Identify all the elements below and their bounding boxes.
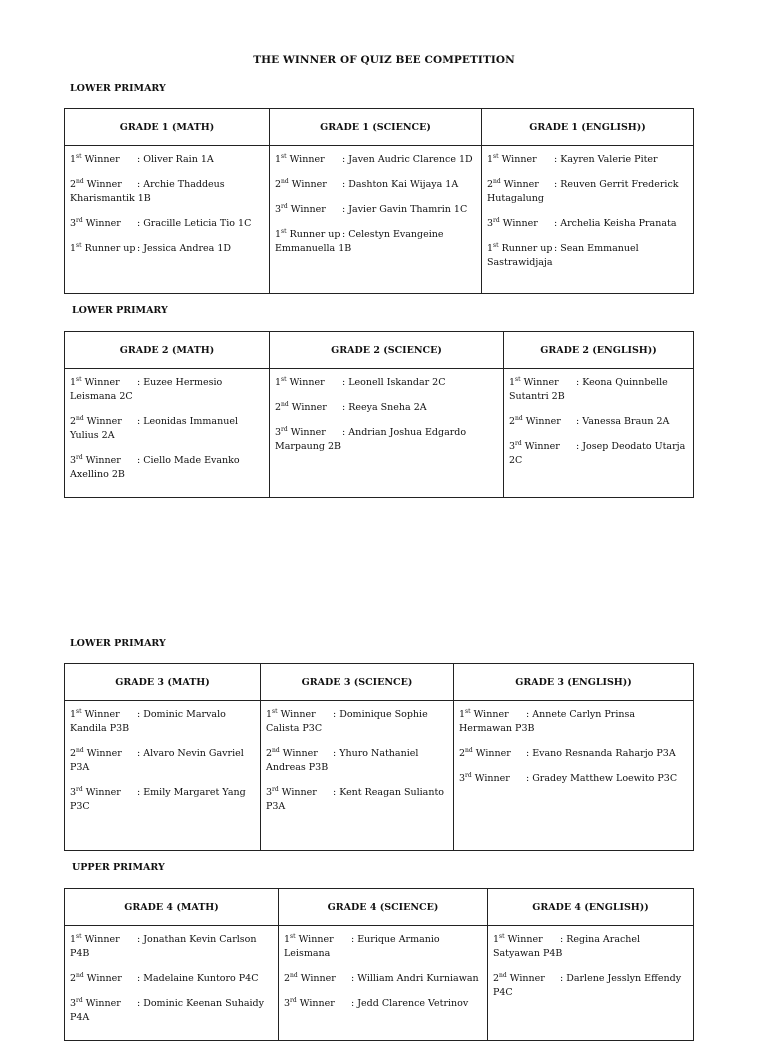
winner-place (459, 747, 526, 761)
place-number: 2 (275, 179, 282, 190)
winner-entry (70, 454, 265, 482)
winner-name: : Annete Carlyn Prinsa Hermawan P3B (459, 709, 636, 734)
place-rank: Winner (475, 748, 511, 759)
winners-cell (488, 926, 694, 1041)
place-rank: Winner (291, 402, 327, 413)
place-rank: Winner (84, 709, 120, 720)
winner-name: : Jonathan Kevin Carlson P4B (70, 934, 257, 959)
winner-place (487, 217, 554, 231)
winner-name: : Celestyn Evangeine Emmanuella 1B (275, 229, 444, 254)
place-suffix: st (272, 707, 278, 715)
place-rank: Winner (290, 427, 326, 438)
place-number: 1 (509, 377, 516, 388)
winner-place (275, 228, 342, 242)
place-number: 1 (275, 229, 282, 240)
place-number: 1 (70, 709, 77, 720)
place-number: 3 (275, 204, 282, 215)
place-number: 2 (284, 973, 291, 984)
winner-entry (275, 203, 477, 217)
place-number: 2 (70, 973, 77, 984)
place-rank: Winner (502, 218, 538, 229)
winner-name: : Evano Resnanda Raharjo P3A (526, 748, 676, 759)
winner-name: : Emily Margaret Yang P3C (70, 787, 246, 812)
winner-name: : Vanessa Braun 2A (576, 416, 670, 427)
winner-place (493, 933, 560, 947)
place-suffix: st (76, 707, 82, 715)
place-suffix: rd (290, 996, 297, 1004)
table-header: GRADE 4 (SCIENCE) (279, 889, 488, 926)
winner-place (70, 153, 137, 167)
place-number: 2 (70, 748, 77, 759)
section-label-grade4: UPPER PRIMARY (72, 862, 165, 873)
winner-entry (70, 786, 256, 814)
place-rank: Winner (290, 204, 326, 215)
winner-place (70, 242, 137, 256)
winner-entry (266, 708, 449, 736)
winner-place (70, 997, 137, 1011)
table-header: GRADE 4 (MATH) (65, 889, 279, 926)
winner-place (70, 933, 137, 947)
place-rank: Runner up (501, 243, 553, 254)
place-rank: Winner (280, 709, 316, 720)
grade2-table (64, 331, 694, 498)
winners-cell (65, 369, 270, 498)
winner-place (284, 972, 351, 986)
winner-entry (70, 415, 265, 443)
winner-entry (493, 972, 689, 1000)
place-rank: Winner (85, 455, 121, 466)
table-header: GRADE 2 (MATH) (65, 332, 270, 369)
place-rank: Winner (85, 218, 121, 229)
winners-cell (65, 701, 261, 851)
place-number: 3 (509, 441, 516, 452)
place-number: 1 (70, 377, 77, 388)
winner-place (509, 376, 576, 390)
winner-name: : Leonidas Immanuel Yulius 2A (70, 416, 238, 441)
winner-name: : Kayren Valerie Piter (554, 154, 658, 165)
place-suffix: rd (465, 771, 472, 779)
winner-entry (493, 933, 689, 961)
place-suffix: nd (76, 414, 84, 422)
winners-cell (482, 146, 694, 294)
winner-place (487, 178, 554, 192)
place-rank: Winner (84, 377, 120, 388)
place-suffix: nd (493, 177, 501, 185)
winner-name: : William Andri Kurniawan (351, 973, 479, 984)
winner-name: : Archie Thaddeus Kharismantik 1B (70, 179, 225, 204)
winner-name: : Andrian Joshua Edgardo Marpaung 2B (275, 427, 467, 452)
winner-place (284, 997, 351, 1011)
winner-name: : Regina Arachel Satyawan P4B (493, 934, 641, 959)
winner-place (459, 772, 526, 786)
winner-entry (275, 401, 499, 415)
place-suffix: nd (272, 746, 280, 754)
table-header: GRADE 1 (ENGLISH)) (482, 109, 694, 146)
winner-place (275, 178, 342, 192)
winner-place (266, 708, 333, 722)
table-header: GRADE 3 (ENGLISH)) (454, 664, 694, 701)
place-rank: Winner (86, 973, 122, 984)
place-suffix: nd (515, 414, 523, 422)
place-suffix: st (281, 375, 287, 383)
winner-place (70, 786, 137, 800)
place-number: 3 (275, 427, 282, 438)
winner-entry (70, 708, 256, 736)
table-header: GRADE 2 (ENGLISH)) (504, 332, 694, 369)
place-rank: Winner (507, 934, 543, 945)
winners-cell (65, 146, 270, 294)
winner-place (70, 972, 137, 986)
place-suffix: rd (493, 216, 500, 224)
winner-entry (487, 217, 689, 231)
winners-cell (270, 369, 504, 498)
winner-entry (266, 747, 449, 775)
place-rank: Winner (85, 787, 121, 798)
place-suffix: rd (272, 785, 279, 793)
winner-place (487, 242, 554, 256)
winner-entry (275, 153, 477, 167)
winner-name: : Darlene Jesslyn Effendy P4C (493, 973, 682, 998)
place-rank: Winner (524, 441, 560, 452)
place-number: 2 (70, 416, 77, 427)
place-suffix: st (515, 375, 521, 383)
place-rank: Winner (86, 416, 122, 427)
place-number: 3 (459, 773, 466, 784)
place-number: 3 (70, 218, 77, 229)
winner-name: : Gradey Matthew Loewito P3C (526, 773, 678, 784)
winners-cell (261, 701, 454, 851)
winner-entry (509, 440, 689, 468)
table-header: GRADE 3 (MATH) (65, 664, 261, 701)
place-number: 3 (70, 455, 77, 466)
place-rank: Winner (86, 179, 122, 190)
winner-entry (459, 708, 689, 736)
winner-entry (70, 376, 265, 404)
place-suffix: st (493, 241, 499, 249)
winner-place (70, 747, 137, 761)
place-rank: Winner (86, 748, 122, 759)
winner-name: : Sean Emmanuel Sastrawidjaja (487, 243, 639, 268)
winner-entry (70, 972, 274, 986)
place-suffix: st (76, 241, 82, 249)
place-number: 1 (266, 709, 273, 720)
place-rank: Winner (473, 709, 509, 720)
place-rank: Winner (525, 416, 561, 427)
place-rank: Winner (289, 377, 325, 388)
place-suffix: st (499, 932, 505, 940)
place-number: 1 (487, 154, 494, 165)
place-rank: Winner (300, 973, 336, 984)
winners-cell (270, 146, 482, 294)
winner-place (509, 415, 576, 429)
table-header: GRADE 1 (MATH) (65, 109, 270, 146)
winners-cell (65, 926, 279, 1041)
place-suffix: st (281, 152, 287, 160)
winner-place (275, 426, 342, 440)
place-number: 2 (70, 179, 77, 190)
table-header: GRADE 3 (SCIENCE) (261, 664, 454, 701)
place-suffix: nd (465, 746, 473, 754)
winner-name: : Ciello Made Evanko Axellino 2B (70, 455, 240, 480)
place-suffix: st (76, 152, 82, 160)
winner-entry (70, 747, 256, 775)
place-number: 1 (284, 934, 291, 945)
winner-name: : Josep Deodato Utarja 2C (509, 441, 686, 466)
winner-name: : Javen Audric Clarence 1D (342, 154, 473, 165)
place-suffix: rd (76, 216, 83, 224)
place-rank: Winner (282, 748, 318, 759)
place-suffix: st (76, 375, 82, 383)
section-label-grade1: LOWER PRIMARY (70, 83, 166, 94)
place-rank: Winner (501, 154, 537, 165)
winner-name: : Kent Reagan Sulianto P3A (266, 787, 444, 812)
winner-entry (70, 153, 265, 167)
place-suffix: st (290, 932, 296, 940)
winner-name: : Jedd Clarence Vetrinov (351, 998, 469, 1009)
grade1-table (64, 108, 694, 294)
winner-place (487, 153, 554, 167)
place-suffix: rd (76, 453, 83, 461)
place-suffix: rd (281, 425, 288, 433)
table-header: GRADE 1 (SCIENCE) (270, 109, 482, 146)
place-suffix: nd (499, 971, 507, 979)
winner-place (70, 415, 137, 429)
place-number: 1 (70, 934, 77, 945)
place-suffix: st (76, 932, 82, 940)
place-suffix: nd (76, 971, 84, 979)
place-rank: Winner (291, 179, 327, 190)
winner-entry (70, 242, 265, 256)
place-rank: Runner up (84, 243, 136, 254)
place-rank: Winner (503, 179, 539, 190)
winner-place (70, 178, 137, 192)
winner-place (275, 153, 342, 167)
winner-entry (275, 376, 499, 390)
winner-name: : Madelaine Kuntoro P4C (137, 973, 259, 984)
place-number: 3 (70, 787, 77, 798)
winner-entry (275, 426, 499, 454)
winner-place (70, 708, 137, 722)
place-rank: Winner (509, 973, 545, 984)
winner-place (70, 376, 137, 390)
place-suffix: nd (76, 177, 84, 185)
place-number: 1 (275, 377, 282, 388)
winner-place (459, 708, 526, 722)
winner-place (509, 440, 576, 454)
table-header: GRADE 2 (SCIENCE) (270, 332, 504, 369)
winner-name: : Yhuro Nathaniel Andreas P3B (266, 748, 419, 773)
winner-entry (70, 178, 265, 206)
place-number: 2 (459, 748, 466, 759)
winner-entry (487, 242, 689, 270)
place-number: 3 (284, 998, 291, 1009)
winner-place (275, 203, 342, 217)
place-rank: Winner (298, 934, 334, 945)
winner-name: : Archelia Keisha Pranata (554, 218, 677, 229)
winner-name: : Reeya Sneha 2A (342, 402, 427, 413)
section-label-grade3: LOWER PRIMARY (70, 638, 166, 649)
place-number: 1 (70, 243, 77, 254)
winner-name: : Oliver Rain 1A (137, 154, 214, 165)
place-number: 1 (275, 154, 282, 165)
place-number: 1 (459, 709, 466, 720)
place-number: 3 (70, 998, 77, 1009)
place-number: 2 (266, 748, 273, 759)
winner-name: : Dominique Sophie Calista P3C (266, 709, 428, 734)
table-header: GRADE 4 (ENGLISH)) (488, 889, 694, 926)
winner-entry (509, 376, 689, 404)
winner-entry (487, 178, 689, 206)
place-number: 3 (266, 787, 273, 798)
place-suffix: st (493, 152, 499, 160)
place-rank: Winner (85, 998, 121, 1009)
place-suffix: nd (281, 400, 289, 408)
place-suffix: st (465, 707, 471, 715)
winner-name: : Reuven Gerrit Frederick Hutagalung (487, 179, 679, 204)
document-title: THE WINNER OF QUIZ BEE COMPETITION (253, 54, 515, 66)
place-rank: Winner (523, 377, 559, 388)
place-rank: Winner (84, 154, 120, 165)
winners-cell (279, 926, 488, 1041)
winner-entry (266, 786, 449, 814)
winner-name: : Dominic Keenan Suhaidy P4A (70, 998, 265, 1023)
winner-place (70, 217, 137, 231)
winner-place (275, 376, 342, 390)
winner-entry (284, 972, 483, 986)
winner-entry (70, 217, 265, 231)
place-suffix: nd (76, 746, 84, 754)
winner-name: : Keona Quinnbelle Sutantri 2B (509, 377, 668, 402)
winner-name: : Alvaro Nevin Gavriel P3A (70, 748, 244, 773)
winner-entry (275, 228, 477, 256)
place-rank: Winner (84, 934, 120, 945)
winner-place (70, 454, 137, 468)
winner-entry (459, 747, 689, 761)
place-suffix: st (281, 227, 287, 235)
winner-name: : Javier Gavin Thamrin 1C (342, 204, 468, 215)
place-suffix: rd (515, 439, 522, 447)
place-suffix: nd (290, 971, 298, 979)
winner-entry (459, 772, 689, 786)
place-number: 2 (493, 973, 500, 984)
winners-cell (504, 369, 694, 498)
winner-place (266, 786, 333, 800)
place-number: 1 (493, 934, 500, 945)
place-rank: Winner (289, 154, 325, 165)
winner-entry (509, 415, 689, 429)
winner-name: : Euzee Hermesio Leismana 2C (70, 377, 223, 402)
winner-entry (70, 933, 274, 961)
place-suffix: rd (281, 202, 288, 210)
winner-place (284, 933, 351, 947)
place-number: 2 (275, 402, 282, 413)
winner-place (266, 747, 333, 761)
place-rank: Runner up (289, 229, 341, 240)
place-number: 2 (487, 179, 494, 190)
winner-name: : Dashton Kai Wijaya 1A (342, 179, 459, 190)
place-rank: Winner (474, 773, 510, 784)
winner-place (493, 972, 560, 986)
place-rank: Winner (281, 787, 317, 798)
winner-entry (275, 178, 477, 192)
winner-name: : Leonell Iskandar 2C (342, 377, 446, 388)
grade4-table (64, 888, 694, 1041)
winner-name: : Dominic Marvalo Kandila P3B (70, 709, 226, 734)
grade3-table (64, 663, 694, 851)
winner-name: : Jessica Andrea 1D (137, 243, 232, 254)
winner-entry (70, 997, 274, 1025)
section-label-grade2: LOWER PRIMARY (72, 305, 168, 316)
place-number: 1 (487, 243, 494, 254)
place-number: 3 (487, 218, 494, 229)
winner-place (275, 401, 342, 415)
winners-cell (454, 701, 694, 851)
winner-entry (284, 997, 483, 1011)
place-number: 1 (70, 154, 77, 165)
place-suffix: nd (281, 177, 289, 185)
place-rank: Winner (299, 998, 335, 1009)
place-suffix: rd (76, 785, 83, 793)
winner-entry (284, 933, 483, 961)
winner-name: : Eurique Armanio Leismana (284, 934, 440, 959)
winner-entry (487, 153, 689, 167)
place-suffix: rd (76, 996, 83, 1004)
winner-name: : Gracille Leticia Tio 1C (137, 218, 252, 229)
place-number: 2 (509, 416, 516, 427)
